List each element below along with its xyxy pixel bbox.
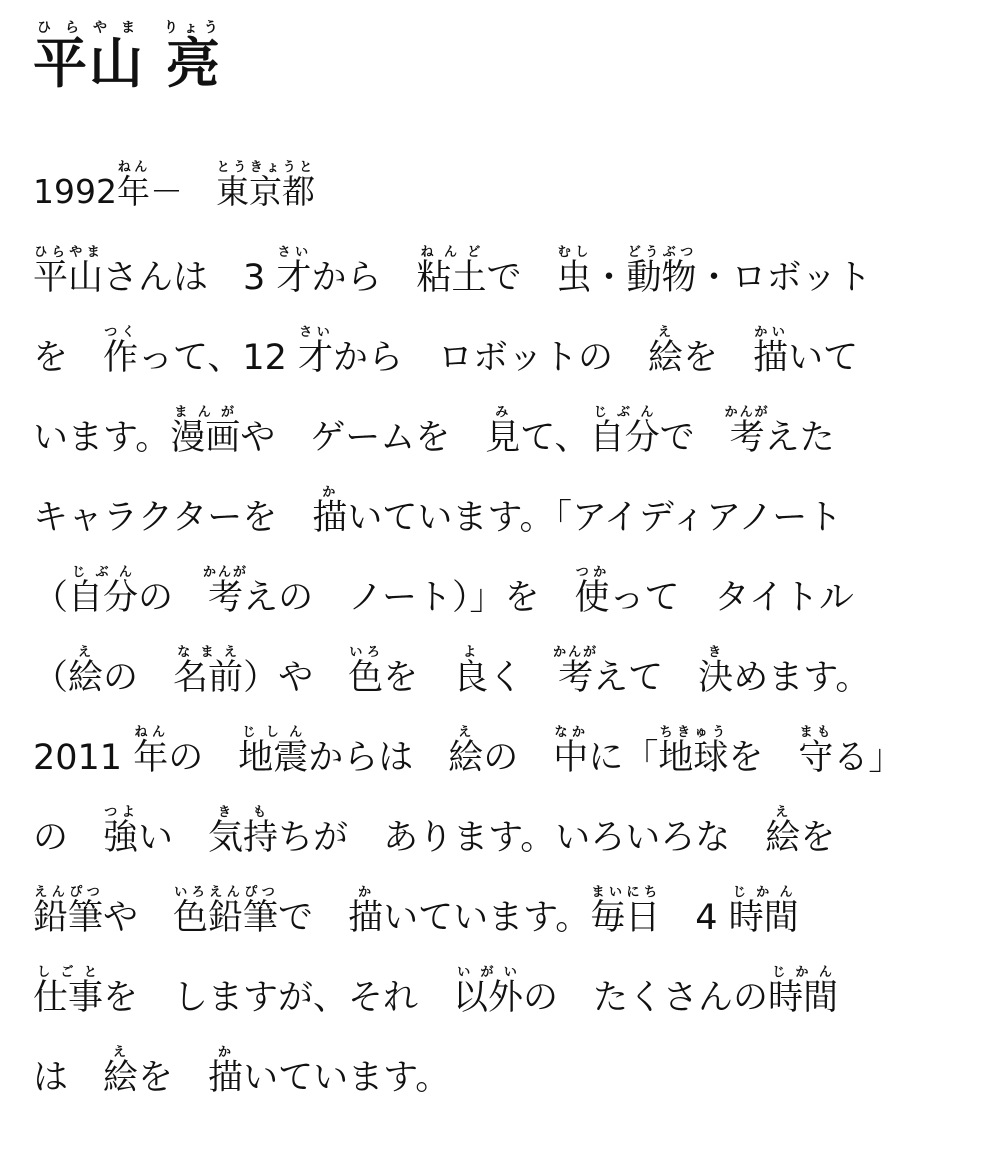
text-run: います。 xyxy=(33,418,171,458)
artist-name xyxy=(33,20,224,95)
furigana: ひらやま xyxy=(33,20,145,36)
furigana: じかん xyxy=(768,965,839,980)
ruby-base: 良 xyxy=(453,658,489,698)
ruby-base: 地震 xyxy=(238,738,309,778)
furigana: え xyxy=(68,645,104,660)
bio-line xyxy=(33,558,973,638)
text-run: ・ロボット xyxy=(696,258,872,298)
ruby-word xyxy=(416,245,487,298)
furigana: なまえ xyxy=(173,645,244,660)
ruby-word xyxy=(556,245,592,298)
text-run: で xyxy=(659,418,730,458)
bio-line xyxy=(33,638,973,718)
furigana: え xyxy=(448,725,484,740)
bio-line xyxy=(33,478,973,558)
text-run: ）や xyxy=(243,658,349,698)
text-run: を xyxy=(138,1058,209,1098)
furigana: なか xyxy=(553,725,589,740)
ruby-base: 描 xyxy=(208,1058,244,1098)
text-run: キャラクターを xyxy=(33,498,313,538)
text-run: に「 xyxy=(588,738,659,778)
text-run: って、12 xyxy=(138,338,298,378)
biography xyxy=(33,238,973,1118)
furigana: じぶん xyxy=(68,565,139,580)
text-run: の xyxy=(168,738,239,778)
ruby-word xyxy=(238,725,309,778)
furigana: つか xyxy=(574,565,610,580)
ruby-word xyxy=(765,805,801,858)
furigana: ねんど xyxy=(416,245,487,260)
furigana: じしん xyxy=(238,725,309,740)
text-run: や xyxy=(103,898,174,938)
furigana: かい xyxy=(753,325,789,340)
text-run: さんは 3 xyxy=(103,258,277,298)
text-run: や ゲームを xyxy=(240,418,486,458)
furigana: かんが xyxy=(553,645,599,660)
ruby-word xyxy=(453,645,489,698)
text-run: る」 xyxy=(833,738,904,778)
text-run: く xyxy=(488,658,559,698)
ruby-base: 描 xyxy=(753,338,789,378)
text-run: の xyxy=(103,658,174,698)
furigana: つよ xyxy=(103,805,139,820)
furigana: まも xyxy=(798,725,834,740)
ruby-word xyxy=(724,405,770,458)
ruby-word xyxy=(203,565,249,618)
furigana: とうきょうと xyxy=(215,160,315,175)
ruby-base: 使 xyxy=(574,578,610,618)
text-run: て、 xyxy=(520,418,590,458)
ruby-base: 毎日 xyxy=(590,898,661,938)
ruby-base: 自分 xyxy=(68,578,139,618)
ruby-word xyxy=(103,325,139,378)
ruby-base: 名前 xyxy=(173,658,244,698)
furigana: じぶん xyxy=(589,405,660,420)
ruby-word xyxy=(116,160,150,211)
text-run: 4 xyxy=(660,898,729,938)
ruby-word xyxy=(348,645,384,698)
bio-line xyxy=(33,398,973,478)
ruby-base: 粘土 xyxy=(416,258,487,298)
text-run: を xyxy=(728,738,799,778)
ruby-base: 色鉛筆 xyxy=(173,898,279,938)
ruby-base: 時間 xyxy=(768,978,839,1018)
ruby-word xyxy=(163,20,224,95)
ruby-word xyxy=(33,20,145,95)
furigana: み xyxy=(485,405,521,420)
furigana: いろえんぴつ xyxy=(173,885,279,900)
ruby-base: 平山 xyxy=(33,258,104,298)
furigana: しごと xyxy=(33,965,103,980)
furigana: じかん xyxy=(728,885,799,900)
bio-line xyxy=(33,718,973,798)
furigana: さい xyxy=(276,245,312,260)
ruby-word xyxy=(698,645,734,698)
text-run: えの ノート）」を xyxy=(243,578,575,618)
text-run: ちが あります。いろいろな xyxy=(278,818,766,858)
ruby-base: 鉛筆 xyxy=(33,898,104,938)
ruby-word xyxy=(553,645,599,698)
ruby-word xyxy=(103,805,139,858)
ruby-base: 絵 xyxy=(648,338,684,378)
text-run: いています。 xyxy=(243,1058,451,1098)
furigana: よ xyxy=(453,645,489,660)
ruby-word xyxy=(215,160,315,211)
ruby-base: 時間 xyxy=(728,898,799,938)
text-run: 1992 xyxy=(33,172,117,211)
furigana: むし xyxy=(556,245,592,260)
ruby-word xyxy=(298,325,334,378)
ruby-word xyxy=(453,965,524,1018)
ruby-word xyxy=(590,885,661,938)
ruby-base: 描 xyxy=(348,898,384,938)
ruby-word xyxy=(173,645,244,698)
furigana: かんが xyxy=(724,405,770,420)
furigana: ねん xyxy=(133,725,169,740)
furigana: え xyxy=(103,1045,139,1060)
text-run: の xyxy=(33,818,104,858)
text-run: を xyxy=(383,658,454,698)
furigana: いろ xyxy=(348,645,384,660)
text-run: めます。 xyxy=(733,658,871,698)
ruby-base: 考 xyxy=(203,578,249,618)
ruby-base: 守 xyxy=(798,738,834,778)
furigana: えんぴつ xyxy=(33,885,104,900)
text-run: で xyxy=(278,898,349,938)
ruby-base: 虫 xyxy=(556,258,592,298)
text-run: から ロボットの xyxy=(333,338,649,378)
text-run: いています。「アイディアノート xyxy=(347,498,843,538)
ruby-word xyxy=(485,405,521,458)
text-run: の xyxy=(483,738,554,778)
ruby-base: 自分 xyxy=(589,418,660,458)
furigana: か xyxy=(348,885,384,900)
text-run: － xyxy=(149,172,216,211)
ruby-word xyxy=(33,245,104,298)
ruby-word xyxy=(574,565,610,618)
ruby-base: 動物 xyxy=(626,258,697,298)
ruby-word xyxy=(208,805,279,858)
furigana: いがい xyxy=(453,965,524,980)
ruby-base: 仕事 xyxy=(33,978,104,1018)
text-run: を xyxy=(683,338,754,378)
ruby-word xyxy=(348,885,384,938)
text-run: ・ xyxy=(591,258,627,298)
ruby-base: 決 xyxy=(698,658,734,698)
text-run: を xyxy=(33,338,104,378)
ruby-base: 絵 xyxy=(448,738,484,778)
furigana: か xyxy=(208,1045,244,1060)
furigana: かんが xyxy=(203,565,249,580)
furigana: ちきゅう xyxy=(658,725,729,740)
ruby-word xyxy=(626,245,697,298)
text-run: から xyxy=(311,258,417,298)
ruby-base: 絵 xyxy=(765,818,801,858)
ruby-base: 絵 xyxy=(68,658,104,698)
ruby-base: 描 xyxy=(312,498,348,538)
furigana: まんが xyxy=(170,405,241,420)
furigana: え xyxy=(765,805,801,820)
ruby-word xyxy=(753,325,789,378)
ruby-word xyxy=(448,725,484,778)
ruby-base: 平山 xyxy=(33,32,145,95)
furigana: ひらやま xyxy=(33,245,104,260)
text-run: い xyxy=(138,818,209,858)
ruby-base: 考 xyxy=(553,658,599,698)
ruby-word xyxy=(728,885,799,938)
ruby-base: 強 xyxy=(103,818,139,858)
text-run: の たくさんの xyxy=(523,978,769,1018)
ruby-word xyxy=(103,1045,139,1098)
bio-line xyxy=(33,878,973,958)
ruby-base: 考 xyxy=(724,418,770,458)
ruby-base: 色 xyxy=(348,658,384,698)
furigana: きも xyxy=(208,805,279,820)
text-run: の xyxy=(138,578,209,618)
ruby-word xyxy=(133,725,169,778)
bio-line xyxy=(33,238,973,318)
text-run: を しますが、それ xyxy=(103,978,454,1018)
ruby-base: 才 xyxy=(298,338,334,378)
birth-year-hometown xyxy=(33,160,315,211)
ruby-word xyxy=(589,405,660,458)
furigana: どうぶつ xyxy=(626,245,697,260)
ruby-base: 気持 xyxy=(208,818,279,858)
text-run: 2011 xyxy=(33,738,134,778)
ruby-word xyxy=(312,485,348,538)
ruby-word xyxy=(648,325,684,378)
furigana: え xyxy=(648,325,684,340)
ruby-base: 見 xyxy=(485,418,521,458)
text-run: いています。 xyxy=(383,898,591,938)
ruby-word xyxy=(33,885,104,938)
furigana: さい xyxy=(298,325,334,340)
ruby-base: 作 xyxy=(103,338,139,378)
text-run: （ xyxy=(33,578,69,618)
bio-line xyxy=(33,798,973,878)
ruby-base: 東京都 xyxy=(215,172,315,211)
text-run: いて xyxy=(788,338,859,378)
ruby-base: 年 xyxy=(116,172,150,211)
text-run: って タイトル xyxy=(609,578,854,618)
ruby-word xyxy=(68,565,139,618)
ruby-base: 以外 xyxy=(453,978,524,1018)
ruby-base: 亮 xyxy=(163,32,224,95)
ruby-word xyxy=(553,725,589,778)
ruby-base: 年 xyxy=(133,738,169,778)
ruby-word xyxy=(658,725,729,778)
ruby-word xyxy=(208,1045,244,1098)
furigana: ねん xyxy=(116,160,150,175)
bio-line xyxy=(33,1038,973,1118)
ruby-word xyxy=(798,725,834,778)
text-run: で xyxy=(486,258,557,298)
ruby-base: 絵 xyxy=(103,1058,139,1098)
text-run: を xyxy=(800,818,836,858)
ruby-word xyxy=(276,245,312,298)
text-run: からは xyxy=(308,738,449,778)
ruby-base: 中 xyxy=(553,738,589,778)
ruby-word xyxy=(33,965,104,1018)
text-run: えた xyxy=(764,418,835,458)
furigana: まいにち xyxy=(590,885,661,900)
text-run xyxy=(145,32,166,95)
furigana: き xyxy=(698,645,734,660)
ruby-word xyxy=(173,885,279,938)
text-run: は xyxy=(33,1058,104,1098)
ruby-base: 漫画 xyxy=(170,418,241,458)
ruby-word xyxy=(170,405,241,458)
text-run: （ xyxy=(33,658,69,698)
ruby-word xyxy=(768,965,839,1018)
furigana: りょう xyxy=(163,20,224,36)
furigana: か xyxy=(312,485,348,500)
ruby-word xyxy=(68,645,104,698)
bio-line xyxy=(33,958,973,1038)
text-run: えて xyxy=(593,658,699,698)
ruby-base: 才 xyxy=(276,258,312,298)
bio-line xyxy=(33,318,973,398)
ruby-base: 地球 xyxy=(658,738,729,778)
furigana: つく xyxy=(103,325,139,340)
